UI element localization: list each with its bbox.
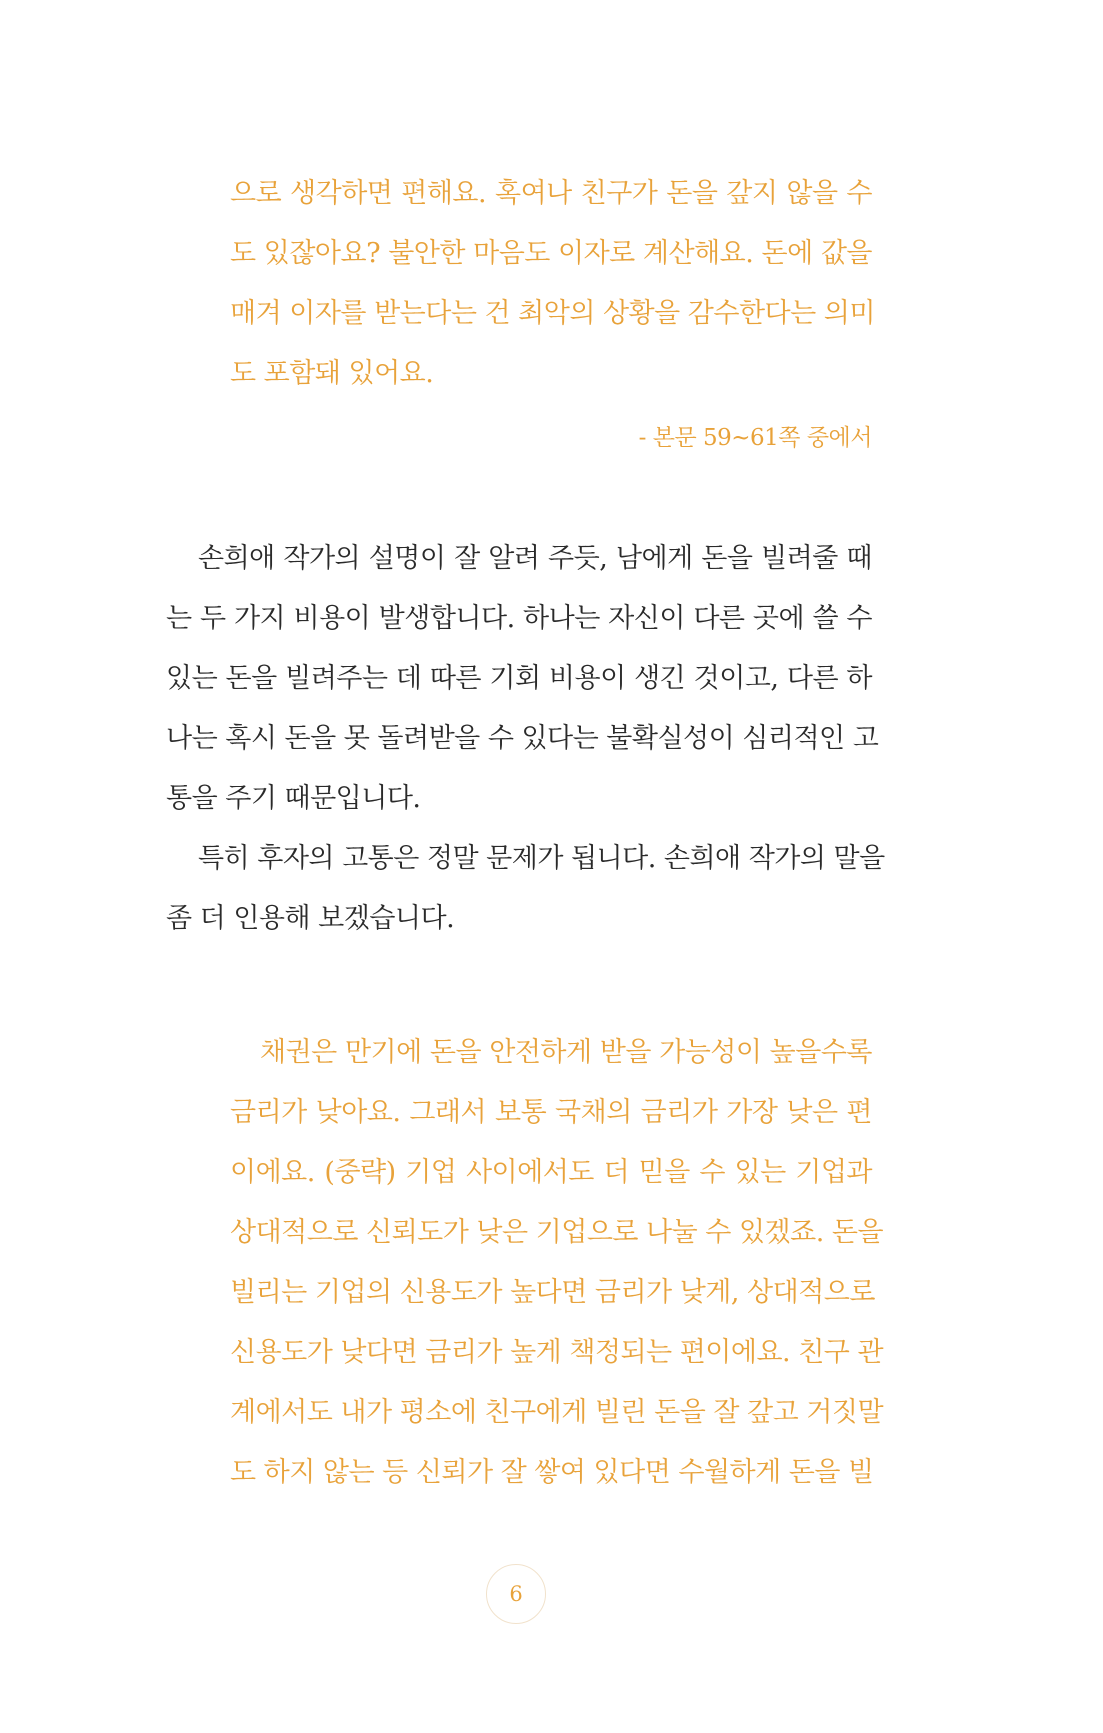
quote-line: 채권은 만기에 돈을 안전하게 받을 가능성이 높을수록 [260,1037,872,1068]
quote-line: 신용도가 낮다면 금리가 높게 책정되는 편이에요. 친구 관 [230,1337,884,1368]
quote-line: 으로 생각하면 편해요. 혹여나 친구가 돈을 갚지 않을 수 [230,178,872,209]
body-line: 통을 주기 때문입니다. [166,783,421,814]
quote-line: 매겨 이자를 받는다는 건 최악의 상황을 감수한다는 의미 [230,298,875,329]
quote-block-1 [230,164,875,404]
quote-line: 상대적으로 신뢰도가 낮은 기업으로 나눌 수 있겠죠. 돈을 [230,1217,884,1248]
body-line: 나는 혹시 돈을 못 돌려받을 수 있다는 불확실성이 심리적인 고 [166,723,879,754]
quote-source: - 본문 59~61쪽 중에서 [638,425,872,451]
quote-line: 도 있잖아요? 불안한 마음도 이자로 계산해요. 돈에 값을 [230,238,872,269]
body-line: 손희애 작가의 설명이 잘 알려 주듯, 남에게 돈을 빌려줄 때 [198,543,872,574]
quote-block-2 [230,1023,884,1503]
body-line: 있는 돈을 빌려주는 데 따른 기회 비용이 생긴 것이고, 다른 하 [166,663,872,694]
body-line: 는 두 가지 비용이 발생합니다. 하나는 자신이 다른 곳에 쓸 수 [166,603,872,634]
page-number: 6 [486,1564,546,1624]
quote-line: 도 하지 않는 등 신뢰가 잘 쌓여 있다면 수월하게 돈을 빌 [230,1457,874,1488]
quote-line: 이에요. (중략) 기업 사이에서도 더 믿을 수 있는 기업과 [230,1157,872,1188]
quote-line: 금리가 낮아요. 그래서 보통 국채의 금리가 가장 낮은 편 [230,1097,872,1128]
quote-line: 계에서도 내가 평소에 친구에게 빌린 돈을 잘 갚고 거짓말 [230,1397,884,1428]
body-line: 좀 더 인용해 보겠습니다. [166,903,455,934]
quote-line: 도 포함돼 있어요. [230,358,434,389]
body-paragraphs [166,529,885,949]
quote-line: 빌리는 기업의 신용도가 높다면 금리가 낮게, 상대적으로 [230,1277,875,1308]
body-line: 특히 후자의 고통은 정말 문제가 됩니다. 손희애 작가의 말을 [198,843,885,874]
